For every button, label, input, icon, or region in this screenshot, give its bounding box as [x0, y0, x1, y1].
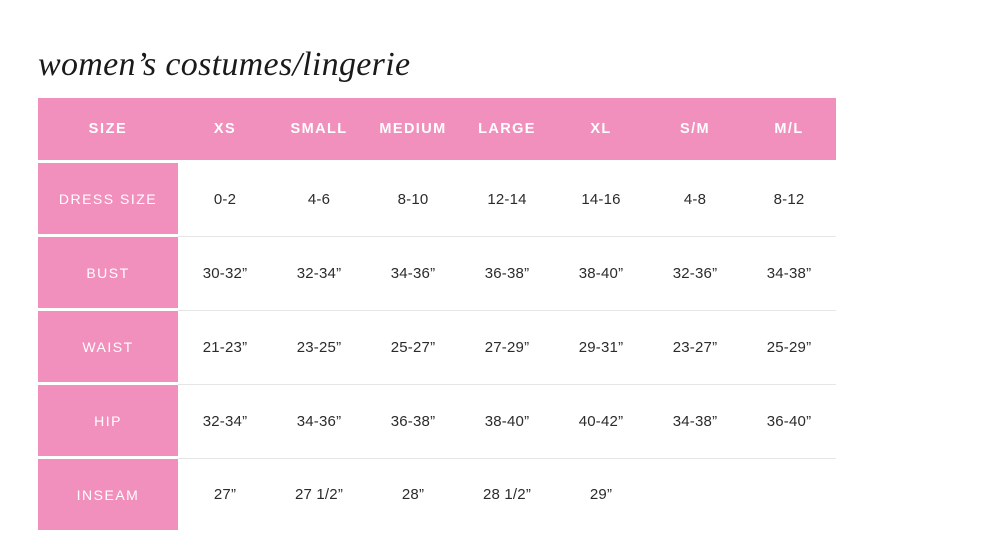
cell: 38-40” [554, 237, 648, 311]
cell [742, 459, 836, 530]
row-label-waist: WAIST [38, 311, 178, 385]
cell: 36-40” [742, 385, 836, 459]
cell: 40-42” [554, 385, 648, 459]
table-row [38, 237, 836, 311]
table-row [38, 311, 836, 385]
cell: 36-38” [366, 385, 460, 459]
cell: 28” [366, 459, 460, 530]
page-title: women’s costumes/lingerie [38, 46, 411, 83]
table-body [38, 163, 836, 530]
row-label-dress-size: DRESS SIZE [38, 163, 178, 237]
table-header [38, 98, 836, 163]
column-header-ml: M/L [742, 98, 836, 163]
cell: 8-12 [742, 163, 836, 237]
cell: 32-36” [648, 237, 742, 311]
column-header-xs: XS [178, 98, 272, 163]
cell: 23-27” [648, 311, 742, 385]
cell: 34-38” [742, 237, 836, 311]
cell: 4-6 [272, 163, 366, 237]
size-chart-table [38, 98, 836, 530]
cell: 4-8 [648, 163, 742, 237]
cell: 30-32” [178, 237, 272, 311]
cell: 25-29” [742, 311, 836, 385]
cell: 34-38” [648, 385, 742, 459]
cell [648, 459, 742, 530]
row-label-bust: BUST [38, 237, 178, 311]
cell: 34-36” [366, 237, 460, 311]
cell: 34-36” [272, 385, 366, 459]
cell: 32-34” [272, 237, 366, 311]
cell: 27” [178, 459, 272, 530]
cell: 23-25” [272, 311, 366, 385]
cell: 38-40” [460, 385, 554, 459]
column-header-size: SIZE [38, 98, 178, 163]
cell: 29” [554, 459, 648, 530]
header-row [38, 98, 836, 163]
cell: 29-31” [554, 311, 648, 385]
table-row [38, 385, 836, 459]
cell: 21-23” [178, 311, 272, 385]
cell: 25-27” [366, 311, 460, 385]
row-label-inseam: INSEAM [38, 459, 178, 530]
cell: 0-2 [178, 163, 272, 237]
cell: 14-16 [554, 163, 648, 237]
cell: 27 1/2” [272, 459, 366, 530]
table-row [38, 459, 836, 530]
cell: 28 1/2” [460, 459, 554, 530]
column-header-large: LARGE [460, 98, 554, 163]
column-header-small: SMALL [272, 98, 366, 163]
column-header-xl: XL [554, 98, 648, 163]
cell: 8-10 [366, 163, 460, 237]
cell: 32-34” [178, 385, 272, 459]
column-header-medium: MEDIUM [366, 98, 460, 163]
row-label-hip: HIP [38, 385, 178, 459]
table-row [38, 163, 836, 237]
cell: 12-14 [460, 163, 554, 237]
column-header-sm: S/M [648, 98, 742, 163]
cell: 36-38” [460, 237, 554, 311]
cell: 27-29” [460, 311, 554, 385]
